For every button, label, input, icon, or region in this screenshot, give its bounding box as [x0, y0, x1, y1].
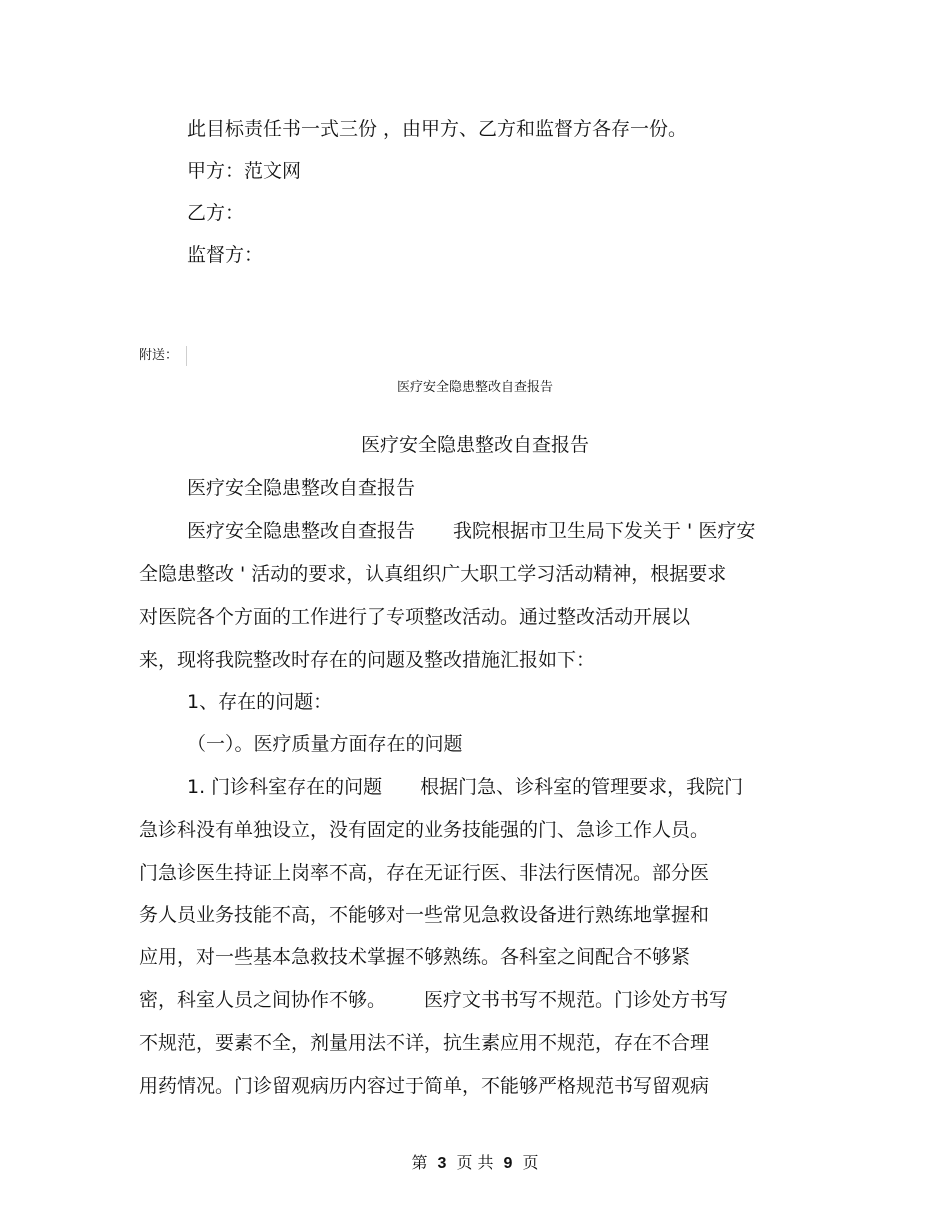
attachment-divider: [186, 346, 187, 366]
item-heading: 1. 门诊科室存在的问题: [187, 776, 383, 798]
page-footer: [0, 1152, 950, 1175]
paragraph-text: 根据门急、诊科室的管理要求，我院门: [420, 776, 744, 798]
paragraph-line: [187, 518, 755, 544]
report-title: 医疗安全隐患整改自查报告: [360, 434, 589, 456]
paragraph-line: 全隐患整改 ' 活动的要求，认真组织广大职工学习活动精神，根据要求: [139, 563, 727, 585]
responsibility-copies-line: 此目标责任书一式三份 ，由甲方、乙方和监督方各存一份。: [187, 118, 688, 140]
page-suffix: 页: [522, 1153, 539, 1172]
paragraph-text: 医疗文书书写不规范。门诊处方书写: [424, 989, 729, 1011]
page-middle: 页 共: [456, 1153, 494, 1172]
supervisor-line: 监督方：: [187, 244, 264, 266]
page-prefix: 第: [411, 1153, 428, 1172]
report-subtitle: 医疗安全隐患整改自查报告: [187, 477, 416, 499]
paragraph-line: 来，现将我院整改时存在的问题及整改措施汇报如下：: [139, 649, 596, 671]
attachment-label: 附送：: [139, 348, 179, 363]
paragraph-line: 应用，对一些基本急救技术掌握不够熟练。各科室之间配合不够紧: [139, 946, 691, 968]
paragraph-line: 用药情况。门诊留观病历内容过于简单，不能够严格规范书写留观病: [139, 1075, 710, 1097]
paragraph-text: 密，科室人员之间协作不够。: [139, 989, 387, 1011]
total-pages-number: 9: [503, 1155, 513, 1172]
paragraph-line: 对医院各个方面的工作进行了专项整改活动。通过整改活动开展以: [139, 606, 691, 628]
paragraph-line: 门急诊医生持证上岗率不高，存在无证行医、非法行医情况。部分医: [139, 862, 710, 884]
current-page-number: 3: [437, 1155, 447, 1172]
paragraph-line: [187, 774, 743, 800]
party-b-line: 乙方：: [187, 202, 245, 224]
paragraph-line: 急诊科没有单独设立，没有固定的业务技能强的门、急诊工作人员。: [139, 819, 710, 841]
paragraph-line: 务人员业务技能不高，不能够对一些常见急救设备进行熟练地掌握和: [139, 904, 710, 926]
paragraph-text: 我院根据市卫生局下发关于 ' 医疗安: [453, 520, 756, 542]
party-a-line: 甲方：范文网: [187, 160, 302, 182]
attachment-small-title: 医疗安全隐患整改自查报告: [396, 380, 553, 395]
section-heading: 1、存在的问题：: [187, 691, 333, 713]
subsection-heading: （一）。医疗质量方面存在的问题: [187, 733, 463, 755]
paragraph-line: 不规范，要素不全，剂量用法不详，抗生素应用不规范，存在不合理: [139, 1032, 710, 1054]
paragraph-line: [139, 987, 728, 1013]
report-name-inline: 医疗安全隐患整改自查报告: [187, 520, 416, 542]
